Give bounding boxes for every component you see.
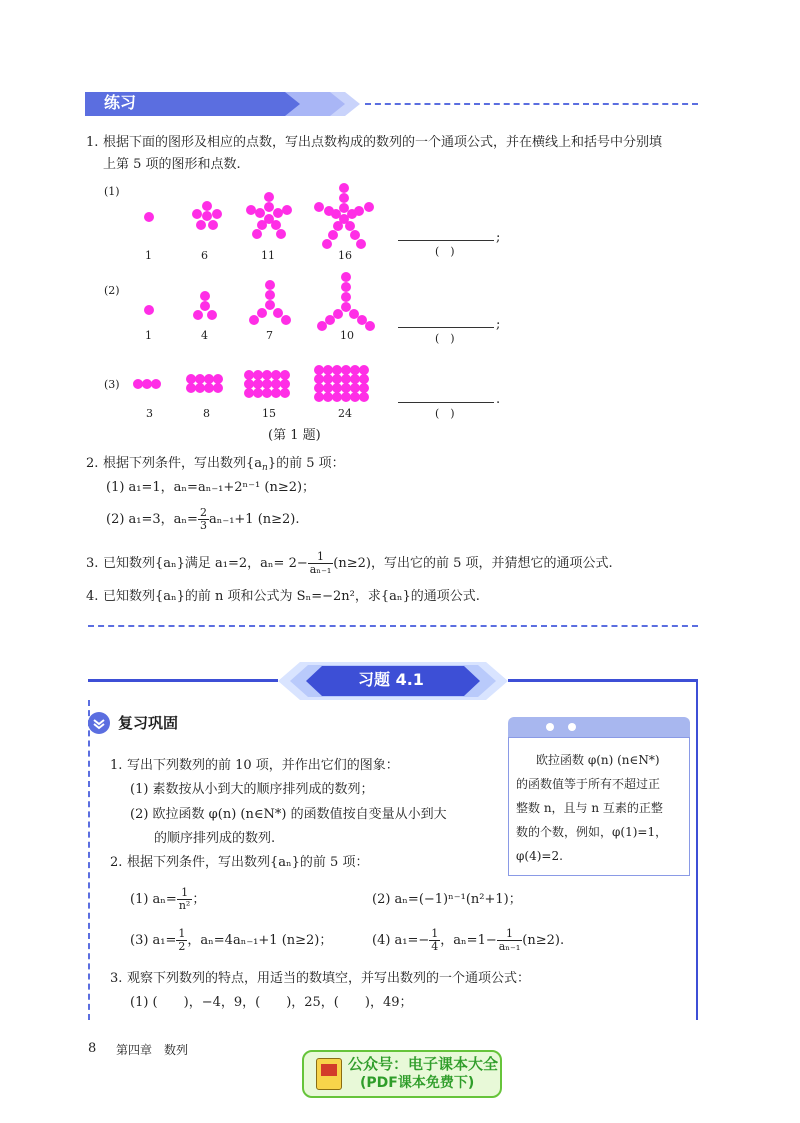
dot [359, 392, 369, 402]
dot [328, 230, 338, 240]
dot [196, 220, 206, 230]
q3-text: 已知数列{aₙ}满足 a₁=2，aₙ= 2− $\frac{1}{\text{aₙ₋₁}}$ (n≥2)，写出它的前 5 项，并猜想它的通项公式. [103, 550, 613, 576]
note-box-header [508, 717, 690, 737]
dot [257, 308, 267, 318]
row1-paren: ( ) [435, 245, 455, 258]
ex-q1-item1: (1) 素数按从小到大的顺序排列成的数列； [130, 782, 374, 797]
frame-right [696, 682, 698, 1020]
exercise-banner-title: 习题 4.1 [358, 670, 424, 689]
dot [265, 290, 275, 300]
book-cover-mark [321, 1064, 337, 1076]
dot [200, 291, 210, 301]
ex-q1-number: 1. [110, 758, 123, 773]
q4-number: 4. [86, 589, 99, 604]
dot [202, 201, 212, 211]
dot [264, 192, 274, 202]
practice-divider [365, 103, 698, 105]
ex-q2-item4: (4) a₁=− $\frac{1}{4}$ ，aₙ=1− $\frac{1}{\text{aₙ₋₁}}$ (n≥2). [372, 927, 565, 953]
q1-text-line1: 根据下面的图形及相应的点数，写出点数构成的数列的一个通项公式，并在横线上和括号中分别填 [103, 135, 663, 150]
practice-title: 练习 [104, 93, 137, 112]
practice-end-divider [88, 625, 698, 627]
dot [151, 379, 161, 389]
row2-paren: ( ) [435, 332, 455, 345]
dot [207, 310, 217, 320]
promo-line1: 公众号：电子课本大全 [348, 1055, 499, 1073]
dot [341, 282, 351, 292]
row3-answer-line [398, 402, 494, 403]
figure-caption: (第 1 题) [268, 428, 321, 443]
row1-end: ; [496, 230, 501, 245]
row3-count-1: 3 [146, 407, 153, 420]
note-line2: 的函数值等于所有不超过正 [516, 777, 661, 791]
dot [144, 212, 154, 222]
dot [212, 209, 222, 219]
promo-line2: (PDF课本免费下) [360, 1075, 475, 1091]
note-dot [546, 723, 554, 731]
dot [354, 206, 364, 216]
row2-count-3: 7 [266, 329, 273, 342]
dot [265, 280, 275, 290]
book-icon [316, 1058, 342, 1090]
dot [213, 383, 223, 393]
dot [208, 220, 218, 230]
ex-q2-number: 2. [110, 855, 123, 870]
dot [281, 315, 291, 325]
ex-q1-item2b: 的顺序排列成的数列. [154, 831, 276, 846]
ex-q3-number: 3. [110, 971, 123, 986]
frame-left [88, 700, 90, 1020]
row1-count-3: 11 [261, 249, 275, 262]
row2-label: (2) [104, 284, 120, 297]
q2-text: 根据下列条件，写出数列$\{a_n\}$的前 5 项： [103, 456, 345, 473]
dot [341, 292, 351, 302]
dot [144, 305, 154, 315]
row2-end: ; [496, 317, 501, 332]
ex-q1-text: 写出下列数列的前 10 项，并作出它们的图象： [127, 758, 399, 773]
row3-count-4: 24 [338, 407, 352, 420]
ex-q2-text: 根据下列条件，写出数列{aₙ}的前 5 项： [127, 855, 369, 870]
row2-count-1: 1 [145, 329, 152, 342]
dot [252, 229, 262, 239]
row3-count-2: 8 [203, 407, 210, 420]
row3-paren: ( ) [435, 407, 455, 420]
q1-number: 1. [86, 135, 99, 150]
dot [200, 301, 210, 311]
dot [249, 315, 259, 325]
page-number: 8 [88, 1041, 97, 1056]
layers-icon [88, 712, 110, 734]
row3-count-3: 15 [262, 407, 276, 420]
dot [322, 239, 332, 249]
q3-number: 3. [86, 556, 99, 571]
banner-rule-left [88, 679, 278, 682]
row3-end: . [496, 392, 501, 407]
q2-item2: (2) a₁=3，aₙ= $\frac{2}{3}$ aₙ₋₁+1 (n≥2). [106, 506, 300, 532]
dot [192, 209, 202, 219]
dot [314, 202, 324, 212]
dot [339, 193, 349, 203]
dot [339, 183, 349, 193]
q2-number: 2. [86, 456, 99, 471]
note-line5: φ(4)=2. [516, 849, 563, 863]
note-line1: 欧拉函数 φ(n) (n∈N*) [536, 753, 660, 767]
dot [365, 321, 375, 331]
ex-q3-text: 观察下列数列的特点，用适当的数填空，并写出数列的一个通项公式： [127, 971, 531, 986]
dot [341, 272, 351, 282]
row1-count-1: 1 [145, 249, 152, 262]
row1-count-4: 16 [338, 249, 352, 262]
q2-item1: (1) a₁=1，aₙ=aₙ₋₁+2ⁿ⁻¹ (n≥2)； [106, 480, 316, 495]
ex-q2-item2: (2) aₙ=(−1)ⁿ⁻¹(n²+1)； [372, 892, 522, 907]
row2-count-2: 4 [201, 329, 208, 342]
banner-rule-right [508, 679, 698, 682]
promo-banner [302, 1050, 502, 1098]
dot [193, 310, 203, 320]
ex-q3-item1: (1) ( )，−4，9，( )，25，( )，49； [130, 995, 413, 1010]
dot [280, 388, 290, 398]
ex-q1-item2a: (2) 欧拉函数 φ(n) (n∈N*) 的函数值按自变量从小到大 [130, 807, 447, 822]
note-line4: 数的个数，例如，φ(1)=1， [516, 825, 668, 839]
row2-answer-line [398, 327, 494, 328]
row3-label: (3) [104, 378, 120, 391]
row1-count-2: 6 [201, 249, 208, 262]
dot [317, 321, 327, 331]
ex-q2-item1: (1) aₙ= $\frac{1}{\text{n²}}$ ； [130, 886, 206, 912]
row2-count-4: 10 [340, 329, 354, 342]
section-title: 复习巩固 [118, 714, 179, 732]
dot [276, 229, 286, 239]
row1-label: (1) [104, 185, 120, 198]
note-line3: 整数 n，且与 n 互素的正整 [516, 801, 663, 815]
chapter-title: 第四章 数列 [116, 1043, 189, 1057]
note-dot [568, 723, 576, 731]
dot [282, 205, 292, 215]
q4-text: 已知数列{aₙ}的前 n 项和公式为 Sₙ=−2n²，求{aₙ}的通项公式. [103, 589, 480, 604]
ex-q2-item3: (3) a₁= $\frac{1}{2}$ ，aₙ=4aₙ₋₁+1 (n≥2)； [130, 927, 333, 953]
q1-text-line2: 上第 5 项的图形和点数. [103, 157, 241, 172]
dot [364, 202, 374, 212]
dot [356, 239, 366, 249]
row1-answer-line [398, 240, 494, 241]
